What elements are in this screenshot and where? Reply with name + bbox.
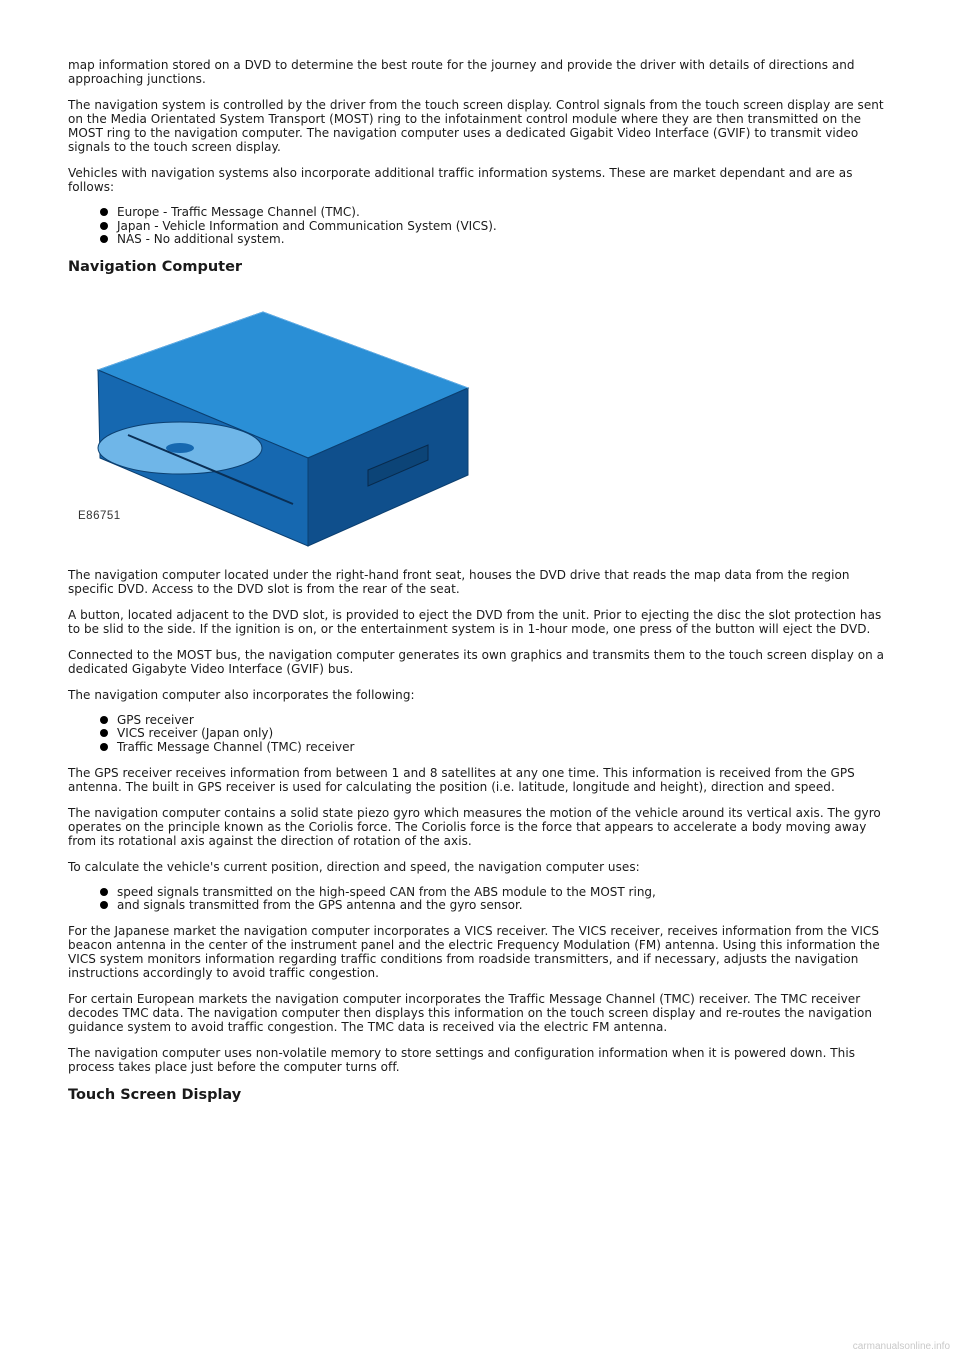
list-item: NAS - No additional system. <box>117 233 890 247</box>
nav-paragraph-10: The navigation computer uses non-volatile memory to store settings and configuration information when it is powered down. This process takes place just before the computer turns off. <box>68 1045 856 1074</box>
list-item: speed signals transmitted on the high-speed CAN from the ABS module to the MOST ring, <box>117 886 890 900</box>
intro-paragraph-1: map information stored on a DVD to determine the best route for the journey and provide the driver with details of directions and approaching junctions. <box>68 58 855 86</box>
nav-paragraph-1: The navigation computer located under the right-hand front seat, houses the DVD drive that reads the map data from the region specific DVD. Access to the DVD slot is from the rear of the seat. <box>68 567 850 596</box>
intro-paragraph-2: The navigation system is controlled by the driver from the touch screen display. Control signals from the touch screen display are sent on the Media Orientated System Transport (MOST) ring to the infotainment control module where they are then transmitted on the MOST ring to the navigation computer. The navigation computer uses a dedicated Gigabit Video Interface (GVIF) to transmit video signals to the touch screen display. <box>68 98 884 154</box>
nav-paragraph-5: The GPS receiver receives information from between 1 and 8 satellites at any one time. This information is received from the GPS antenna. The built in GPS receiver is used for calculating the position (i.e. latitude, longitude and height), direction and speed. <box>68 765 855 794</box>
list-item: Traffic Message Channel (TMC) receiver <box>117 741 890 755</box>
dvd-disc-hub <box>166 443 194 453</box>
nav-paragraph-8: For the Japanese market the navigation computer incorporates a VICS receiver. The VICS receiver, receives information from the VICS beacon antenna in the center of the instrument panel and the electric Frequency Modulation (FM) antenna. Using this information the VICS system monitors information regarding traffic conditions from roadside transmitters, and if necessary, adjusts the navigation instructions accordingly to avoid traffic congestion. <box>68 923 880 980</box>
navigation-computer-illustration <box>68 290 890 558</box>
list-item: and signals transmitted from the GPS antenna and the gyro sensor. <box>117 899 890 913</box>
navigation-computer-figure <box>68 290 890 558</box>
list-item: VICS receiver (Japan only) <box>117 727 890 741</box>
nav-paragraph-4: The navigation computer also incorporates the following: <box>68 687 415 702</box>
figure-id-label: E86751 <box>78 509 121 522</box>
input-list <box>68 886 890 913</box>
intro-paragraph-3: Vehicles with navigation systems also incorporate additional traffic information systems. These are market dependant and are as follows: <box>68 166 853 194</box>
section-heading-touch-screen: Touch Screen Display <box>68 1086 242 1103</box>
section-heading-navigation-computer: Navigation Computer <box>68 258 243 275</box>
list-item: Japan - Vehicle Information and Communication System (VICS). <box>117 220 890 234</box>
watermark: carmanualsonline.info <box>852 1341 950 1352</box>
market-list <box>68 206 890 247</box>
component-list <box>68 714 890 755</box>
nav-paragraph-6: The navigation computer contains a solid state piezo gyro which measures the motion of the vehicle around its vertical axis. The gyro operates on the principle known as the Coriolis force. The Coriolis force is the force that appears to accelerate a body moving away from its rotational axis against the direction of rotation of the axis. <box>68 805 881 848</box>
nav-paragraph-7: To calculate the vehicle's current position, direction and speed, the navigation computer uses: <box>68 859 640 874</box>
nav-paragraph-3: Connected to the MOST bus, the navigation computer generates its own graphics and transmits them to the touch screen display on a dedicated Gigabyte Video Interface (GVIF) bus. <box>68 647 885 676</box>
list-item: GPS receiver <box>117 714 890 728</box>
document-page <box>68 58 890 1118</box>
list-item: Europe - Traffic Message Channel (TMC). <box>117 206 890 220</box>
nav-paragraph-9: For certain European markets the navigation computer incorporates the Traffic Message Channel (TMC) receiver. The TMC receiver decodes TMC data. The navigation computer then displays this information on the touch screen display and re-routes the navigation guidance system to avoid traffic congestion. The TMC data is received via the electric FM antenna. <box>68 991 873 1034</box>
nav-paragraph-2: A button, located adjacent to the DVD slot, is provided to eject the DVD from the unit. Prior to ejecting the disc the slot protection has to be slid to the side. If the ignition is on, or the entertainment system is in 1-hour mode, one press of the button will eject the DVD. <box>68 607 882 636</box>
